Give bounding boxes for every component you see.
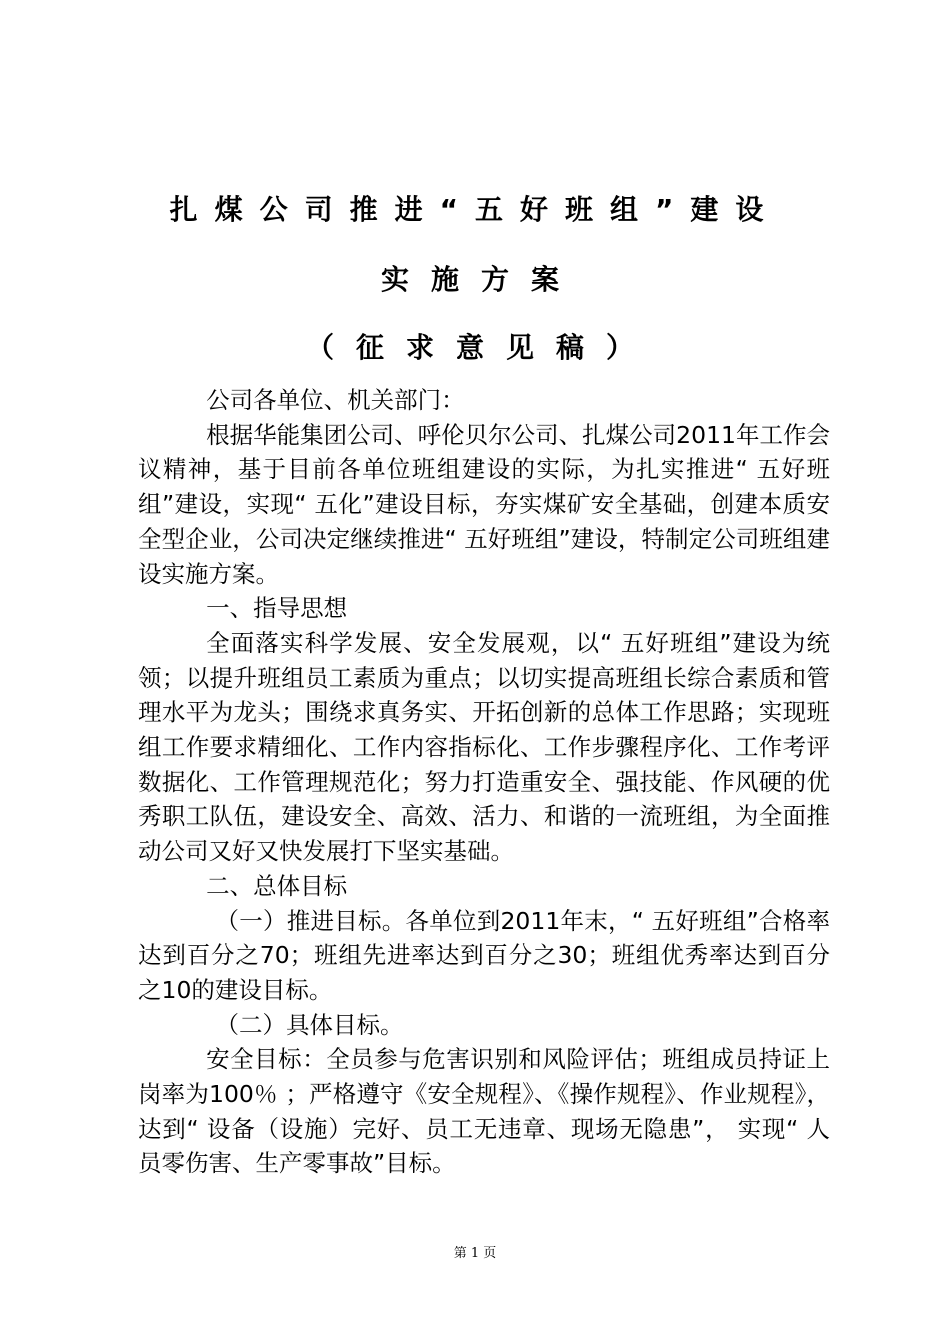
document-body bbox=[138, 383, 830, 1181]
draft-subtitle: （征求意见稿） bbox=[305, 331, 656, 364]
section-heading-overall-goals: 二、总体目标 bbox=[206, 871, 348, 900]
promotion-goals-paragraph: （一）推进目标。各单位到2011年末，“ 五好班组”合格率达到百分之70；班组先进率达到百分之30；班组优秀率达到百分之10的建设目标。 bbox=[138, 906, 830, 1004]
salutation: 公司各单位、机关部门： bbox=[206, 386, 465, 414]
document-title-line2: 实施方案 bbox=[380, 263, 581, 296]
guiding-ideology-paragraph: 全面落实科学发展、安全发展观，以“ 五好班组”建设为统领；以提升班组员工素质为重点；以切实提高班组长综合素质和管理水平为龙头；围绕求真务实、开拓创新的总体工作思路；实现班组工作要求精细化、工作内容指标化、工作步骤程序化、工作考评数据化、工作管理规范化；努力打造重安全、强技能、作风硬的优秀职工队伍，建设安全、高效、活力、和谐的一流班组，为全面推动公司又好又快发展打下坚实基础。 bbox=[138, 628, 830, 866]
intro-paragraph: 根据华能集团公司、呼伦贝尔公司、扎煤公司2011年工作会议精神，基于目前各单位班组建设的实际，为扎实推进“ 五好班组”建设，实现“ 五化”建设目标，夯实煤矿安全基础，创建本质安全型企业，公司决定继续推进“ 五好班组”建设，特制定公司班组建设实施方案。 bbox=[138, 420, 830, 588]
specific-goals-heading: （二）具体目标。 bbox=[215, 1010, 404, 1039]
safety-goals-paragraph: 安全目标：全员参与危害识别和风险评估；班组成员持证上岗率为100％ ；严格遵守《安全规程》、《操作规程》、作业规程》，达到“ 设备（设施）完好、员工无违章、现场无隐患”， 实现“ 人员零伤害、生产零事故”目标。 bbox=[138, 1045, 830, 1178]
page-number: 第 1 页 bbox=[453, 1246, 497, 1261]
section-heading-guiding-ideology: 一、指导思想 bbox=[206, 594, 348, 623]
document-title: 扎煤公司推进“五好班组”建设 bbox=[169, 193, 781, 226]
